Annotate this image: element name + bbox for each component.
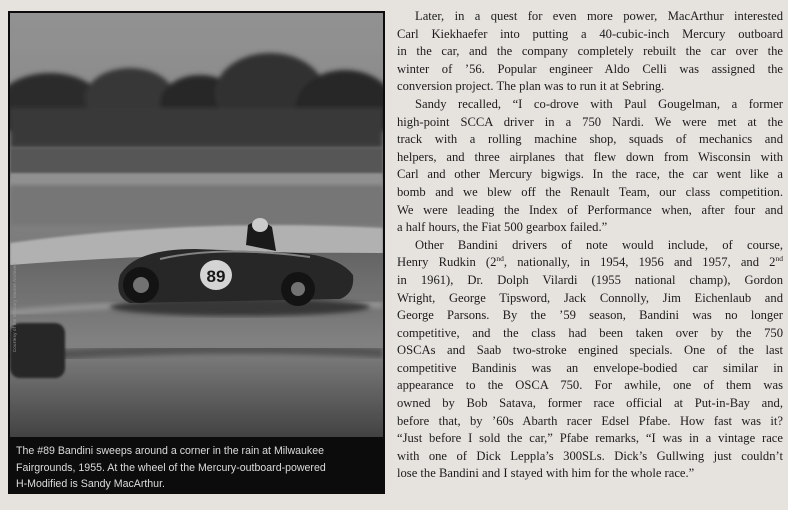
car-number: 89 <box>206 267 226 286</box>
text-line: competitive, and the class had been taken over by the 750 <box>397 325 783 340</box>
text-line: owned by Bob Satava, former race official at Put-in-Bay and, <box>397 396 783 411</box>
text-line: helpers, and three airplanes that flew down from Wisconsin with <box>397 149 783 164</box>
ordinal-suffix: nd <box>775 254 783 264</box>
text-line: Carl and other Mercury bigwigs. In the race, the car went like a <box>397 167 783 182</box>
caption-line: Fairgrounds, 1955. At the wheel of the Mercury-outboard-powered <box>16 461 326 474</box>
text-line: high-point SCCA driver in a 750 Nardi. We were met at the <box>397 114 783 129</box>
text-line: winter of ’56. Popular engineer Aldo Celli was assigned the <box>397 61 783 76</box>
text-line: Wright, George Tipsword, Jack Connolly, Jim Eichenlaub and <box>397 290 783 305</box>
paragraph-1 <box>397 8 783 96</box>
text-line-rudkin: Henry Rudkin (2nd, nationally, in 1954, 1956 and 1957, and 2nd <box>397 254 783 270</box>
text-line: competitive Bandinis was an envelope-bodied car similar in <box>397 360 783 375</box>
text-line: in 1961), Dr. Dolph Vilardi (1955 national champ), Gordon <box>397 272 783 287</box>
text-line: track with a rolling machine shop, squads of mechanics and <box>397 132 783 147</box>
text-line: with one of Dick Leppla’s 300SLs. Dick’s Gullwing just couldn’t <box>397 448 783 463</box>
text-line: lose the Bandini and I stayed with him for the whole race.” <box>397 466 695 481</box>
paragraph-2 <box>397 96 783 237</box>
text-line: bomb and we blew off the Renault Team, our class competition. <box>397 184 783 199</box>
paragraph-3 <box>397 237 783 483</box>
text-line: We were leading the Index of Performance when, after four and <box>397 202 783 217</box>
caption-line: H-Modified is Sandy MacArthur. <box>16 478 165 490</box>
race-photo <box>10 13 383 437</box>
text-line: OSCAs and Saab two-stroke engined specials. One of the last <box>397 343 783 358</box>
text-line: in the car, and the company completely rebuilt the car over the <box>397 44 783 59</box>
text-line: appearance to the OSCA 750. For awhile, one of them was <box>397 378 783 393</box>
text-line: before that, by ’60s Abarth racer Edsel Pfabe. How fast was it? <box>397 413 783 428</box>
text-line: Later, in a quest for even more power, MacArthur interested <box>415 9 783 23</box>
race-car-illustration <box>10 13 383 437</box>
photo-caption <box>16 443 381 493</box>
text-line: George Parsons. By the ’59 season, Bandini was no longer <box>397 308 783 323</box>
text-line: Sandy recalled, “I co-drove with Paul Gougelman, a former <box>415 96 783 111</box>
article-body <box>397 8 783 483</box>
text-line: Other Bandini drivers of note would include, of course, <box>415 237 783 252</box>
ordinal-suffix: nd <box>496 254 504 264</box>
text-line: a half hours, the Fiat 500 gearbox failed.” <box>397 220 608 235</box>
photo-credit: Courtesy of the Mercury Marine Archives <box>12 263 17 353</box>
text-line: “Just before I sold the car,” Pfabe remarks, “I was in a vintage race <box>397 431 783 446</box>
text-line: Carl Kiekhaefer into putting a 40-cubic-inch Mercury outboard <box>397 26 783 41</box>
caption-line: The #89 Bandini sweeps around a corner in the rain at Milwaukee <box>16 445 324 457</box>
photo-frame <box>8 11 385 494</box>
text-line: conversion project. The plan was to run it at Sebring. <box>397 79 665 94</box>
